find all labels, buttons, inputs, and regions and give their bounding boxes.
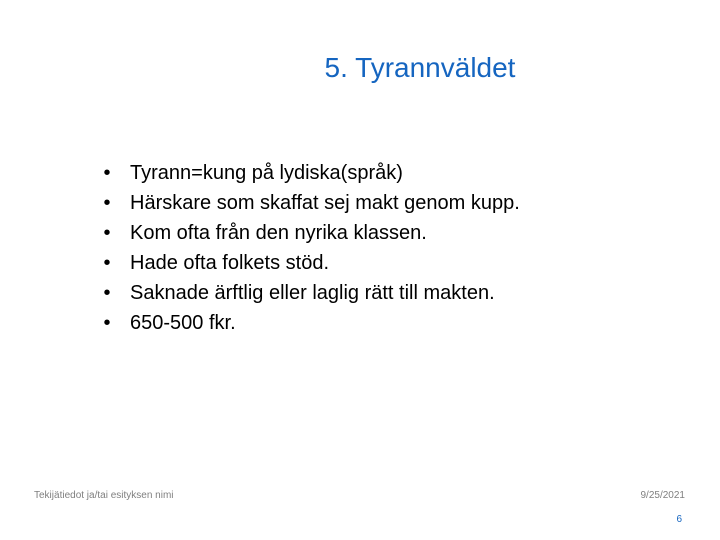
bullet-text: Tyrann=kung på lydiska(språk)	[130, 162, 403, 184]
footer-author: Tekijätiedot ja/tai esityksen nimi	[34, 490, 174, 501]
footer-date: 9/25/2021	[640, 490, 685, 501]
bullet-text: Härskare som skaffat sej makt genom kupp.	[130, 192, 520, 214]
bullet-marker: •	[103, 162, 111, 184]
slide-title: 5. Tyrannväldet	[324, 52, 516, 83]
bullet-marker: •	[103, 252, 111, 274]
bullet-text: 650-500 fkr.	[130, 312, 236, 334]
page-number: 6	[676, 514, 682, 525]
bullet-text: Hade ofta folkets stöd.	[130, 252, 330, 274]
bullet-text: Kom ofta från den nyrika klassen.	[130, 222, 427, 244]
bullet-marker: •	[103, 312, 111, 334]
bullet-marker: •	[103, 192, 111, 214]
bullet-marker: •	[103, 282, 111, 304]
bullet-marker: •	[103, 222, 111, 244]
bullet-text: Saknade ärftlig eller laglig rätt till makten.	[130, 282, 495, 304]
